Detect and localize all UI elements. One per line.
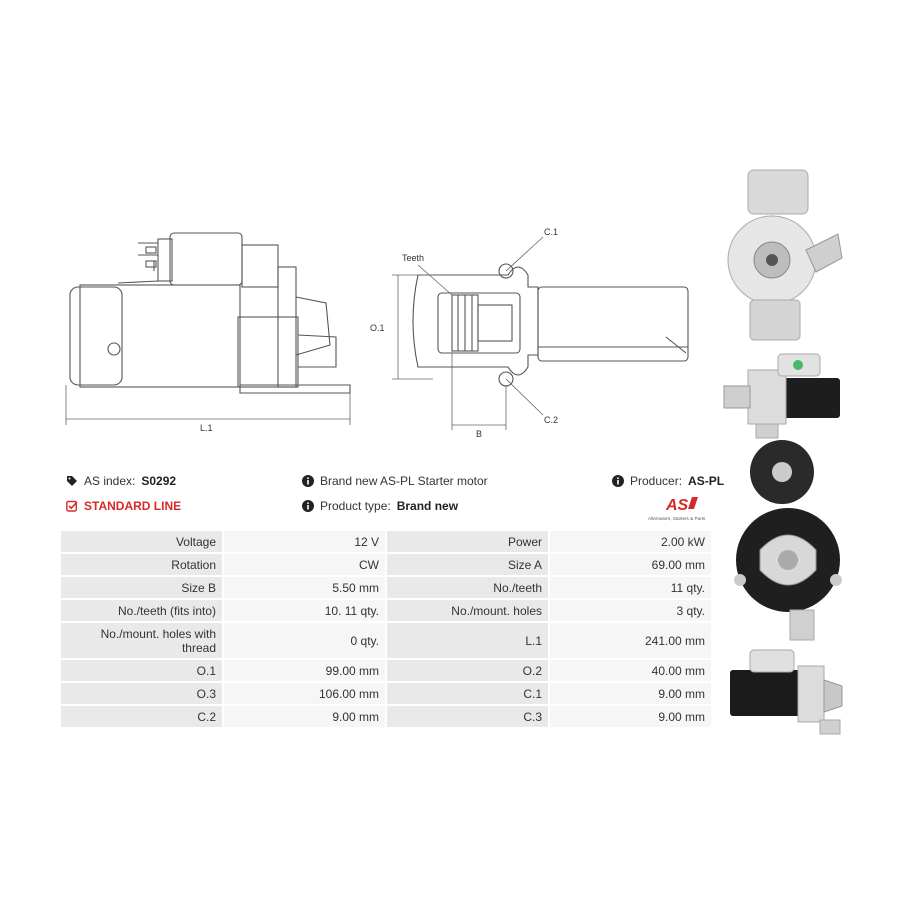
spec-label: No./mount. holes with thread [61,623,222,658]
label-l1: L.1 [200,423,213,433]
spec-label: Size A [387,554,548,575]
spec-label: L.1 [387,623,548,658]
spec-value: 106.00 mm [224,683,385,704]
label-o1: O.1 [370,323,385,333]
product-type-label: Product type: [320,499,391,513]
photo-side-view-2 [730,650,842,734]
logo-mark: AS [666,497,689,514]
standard-line-label: STANDARD LINE [84,499,182,513]
specs-table [59,529,713,729]
product-photos [720,160,855,740]
photo-front-view [728,170,842,340]
logo-tagline: Alternators, Starters & Parts [648,516,706,521]
spec-value: 241.00 mm [550,623,711,658]
description [302,474,488,488]
producer-value: AS-PL [688,474,725,488]
spec-label: No./teeth [387,577,548,598]
table-row [61,623,711,658]
spec-label: Size B [61,577,222,598]
table-row [61,706,711,727]
as-index-label: AS index: [84,474,136,488]
producer [612,474,724,488]
spec-label: Power [387,531,548,552]
as-pl-logo [646,493,714,523]
spec-value: 5.50 mm [224,577,385,598]
front-view-drawing [413,264,688,386]
spec-value: 3 qty. [550,600,711,621]
producer-label: Producer: [630,474,683,488]
spec-label: C.2 [61,706,222,727]
spec-value: 10. 11 qty. [224,600,385,621]
table-row [61,531,711,552]
spec-label: C.1 [387,683,548,704]
spec-label: O.1 [61,660,222,681]
spec-label: O.2 [387,660,548,681]
spec-value: 12 V [224,531,385,552]
info-icon [302,500,314,512]
table-row [61,683,711,704]
spec-label: O.3 [61,683,222,704]
label-b: B [476,429,483,439]
check-square-icon [66,500,78,512]
product-type [302,499,458,513]
spec-label: No./mount. holes [387,600,548,621]
label-c2: C.2 [544,415,559,425]
spec-value: 2.00 kW [550,531,711,552]
spec-value: 9.00 mm [224,706,385,727]
info-icon [302,475,314,487]
table-row [61,660,711,681]
tags-icon [66,475,78,487]
spec-label: Voltage [61,531,222,552]
spec-label: No./teeth (fits into) [61,600,222,621]
side-view-drawing [70,233,350,393]
standard-line [66,499,181,513]
label-teeth: Teeth [402,253,425,263]
label-c1: C.1 [544,227,559,237]
spec-value: CW [224,554,385,575]
description-text: Brand new AS-PL Starter motor [320,474,488,488]
table-row [61,577,711,598]
info-icon [612,475,624,487]
as-index [66,474,176,488]
spec-value: 9.00 mm [550,683,711,704]
as-index-value: S0292 [141,474,177,488]
spec-value: 99.00 mm [224,660,385,681]
spec-value: 9.00 mm [550,706,711,727]
table-row [61,600,711,621]
spec-label: C.3 [387,706,548,727]
spec-label: Rotation [61,554,222,575]
technical-drawings [58,225,718,445]
photo-rear-view [734,440,842,640]
photo-side-view [724,354,840,438]
spec-value: 40.00 mm [550,660,711,681]
spec-value: 11 qty. [550,577,711,598]
spec-value: 0 qty. [224,623,385,658]
table-row [61,554,711,575]
spec-value: 69.00 mm [550,554,711,575]
product-type-value: Brand new [396,499,459,513]
